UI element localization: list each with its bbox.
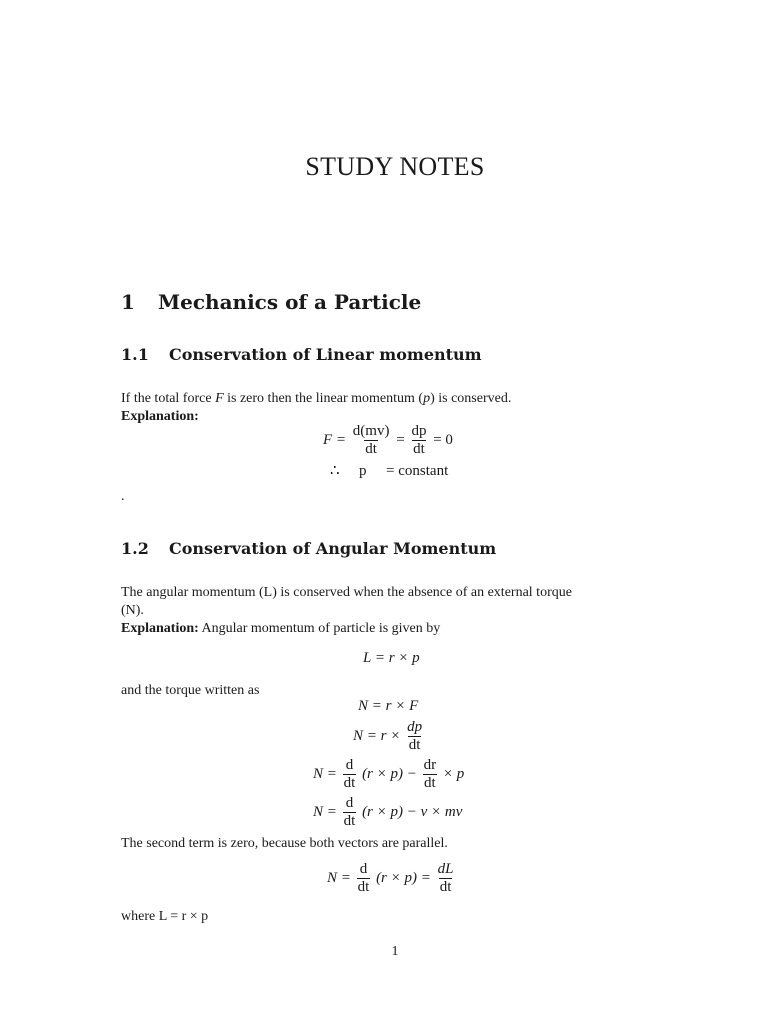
explanation-text: Angular momentum of particle is given by [198, 621, 441, 636]
eq-lhs: N = r × [353, 727, 401, 744]
subsection-title: Conservation of Linear momentum [169, 345, 482, 364]
fraction [357, 862, 371, 895]
math-var-p: p [423, 391, 431, 406]
subsection-number: 1.1 [121, 345, 149, 364]
fraction-numerator: dr [423, 757, 437, 773]
eq-var: p [359, 463, 367, 479]
trailing-period: . [121, 489, 125, 504]
subsection-number: 1.2 [121, 539, 149, 558]
eq-lhs: F = [323, 431, 347, 448]
fraction-denominator: dt [413, 441, 425, 457]
fraction-denominator: dt [343, 813, 356, 829]
subsection-title: Conservation of Angular Momentum [169, 539, 497, 558]
fraction [437, 862, 455, 895]
explanation-line [121, 620, 681, 638]
eq-rhs: × p [442, 765, 465, 782]
fraction [352, 424, 391, 457]
fraction-denominator: dt [408, 737, 421, 753]
torque-intro: and the torque written as [121, 683, 260, 698]
fraction-denominator: dt [439, 879, 452, 895]
eq-rhs: = constant [386, 463, 449, 479]
where-clause: where L = r × p [121, 909, 209, 924]
section-number: 1 [121, 290, 135, 314]
eq-middle: (r × p) − [362, 765, 417, 782]
paragraph-linear-momentum [121, 390, 681, 408]
fraction-numerator: d [345, 757, 354, 773]
fraction [423, 758, 438, 791]
fraction [406, 720, 423, 753]
explanation-label: Explanation: [121, 409, 199, 424]
page-number: 1 [391, 944, 399, 959]
fraction [343, 796, 357, 829]
section-heading [121, 290, 421, 314]
eq-lhs: N = [327, 869, 351, 886]
fraction [343, 758, 357, 791]
fraction-denominator: dt [365, 441, 377, 457]
equation-torque-5 [327, 862, 456, 895]
eq-lhs: N = [313, 765, 337, 782]
eq-rhs: (r × p) − v × mv [362, 803, 463, 820]
fraction-numerator: d [359, 861, 368, 877]
math-var-F: F [215, 391, 224, 406]
explanation-label: Explanation: [121, 621, 199, 636]
equation-torque-3 [313, 758, 464, 791]
fraction-denominator: dt [424, 775, 436, 791]
fraction-numerator: dL [437, 861, 454, 877]
subsection-heading-1-1 [121, 345, 482, 364]
eq-lhs: N = [313, 803, 337, 820]
section-title: Mechanics of a Particle [158, 290, 422, 314]
equation-torque-4 [313, 796, 462, 829]
eq-middle: (r × p) = [376, 869, 431, 886]
fraction [410, 424, 427, 457]
equation-torque-2 [353, 720, 425, 753]
fraction-denominator: dt [343, 775, 356, 791]
equation-constant [330, 461, 448, 480]
paragraph-angular-line2: (N). [121, 603, 144, 618]
text-fragment: is zero then the linear momentum ( [223, 391, 424, 406]
eq-rhs: = 0 [433, 431, 453, 448]
second-term-note: The second term is zero, because both vectors are parallel. [121, 836, 448, 851]
eq-sign: = [396, 431, 405, 448]
fraction-numerator: dp [407, 719, 423, 735]
text-fragment: If the total force [121, 391, 216, 406]
fraction-numerator: dp [411, 423, 427, 439]
paragraph-angular-line1: The angular momentum (L) is conserved when the absence of an external torque [121, 585, 572, 600]
equation-force [323, 424, 453, 457]
text-fragment: ) is conserved. [430, 391, 512, 406]
therefore-symbol: ∴ [330, 463, 340, 479]
fraction-numerator: d [345, 795, 354, 811]
equation-torque-1: N = r × F [358, 698, 419, 714]
fraction-denominator: dt [357, 879, 370, 895]
fraction-numerator: d(mv) [352, 423, 390, 439]
document-title: STUDY NOTES [305, 152, 485, 181]
equation-angular-momentum: L = r × p [363, 650, 420, 666]
subsection-heading-1-2 [121, 539, 496, 558]
